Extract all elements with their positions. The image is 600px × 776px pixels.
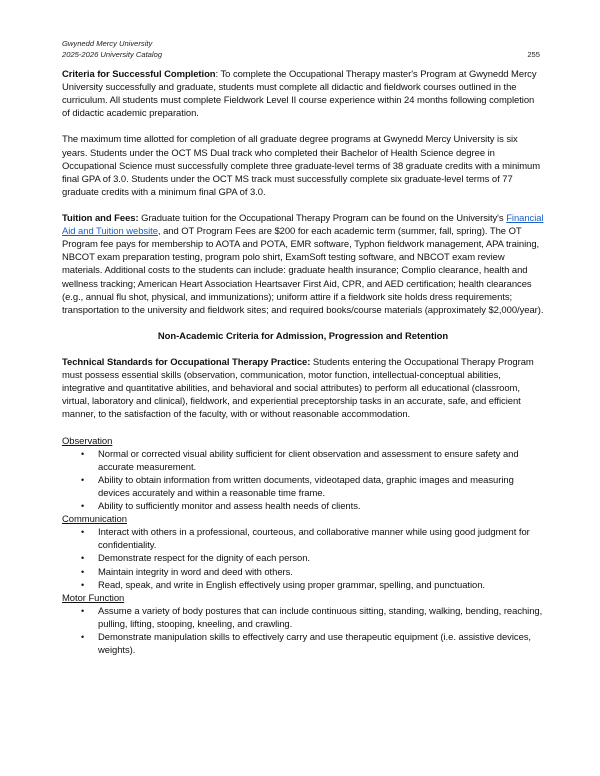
list-item: • Normal or corrected visual ability sufficient for client observation and assessment to ensure safety and accurate measurement. [62, 448, 544, 474]
tuition-label: Tuition and Fees: [62, 213, 139, 225]
communication-list [62, 526, 544, 591]
list-item: • Ability to sufficiently monitor and assess health needs of clients. [62, 500, 544, 513]
technical-label: Technical Standards for Occupational Therapy Practice: [62, 357, 311, 369]
observation-list [62, 448, 544, 513]
criteria-paragraph [62, 68, 544, 120]
list-item: • Assume a variety of body postures that can include continuous sitting, standing, walking, bending, reaching, pulling, lifting, stooping, kneeling, and crawling. [62, 605, 544, 631]
list-item: • Ability to obtain information from written documents, videotaped data, graphic images and measuring devices accurately and within a reasonable time frame. [62, 474, 544, 500]
technical-text: Students entering the Occupational Therapy Program must possess essential skills (observation, communication, motor function, intellectual-conceptual abilities, integrative and quantitative abilities, and behavioral and social attributes) to perform all educational (classroom, virtual, laboratory and clinical), fieldwork, and experiential preceptorship tasks in an accurate, safe, and efficient manner, to the satisfaction of the faculty, with or without reasonable accommodation. [62, 357, 534, 421]
financial-aid-link[interactable]: Financial Aid and Tuition website [62, 213, 544, 238]
technical-paragraph [62, 356, 544, 421]
list-item: • Demonstrate manipulation skills to effectively carry and use therapeutic equipment (i.e. assistive devices, weights). [62, 631, 544, 657]
observation-heading: Observation [62, 435, 113, 447]
page-number: 255 [527, 50, 540, 59]
criteria-label: Criteria for Successful Completion [62, 69, 216, 80]
page-header [62, 38, 540, 60]
motor-function-heading: Motor Function [62, 592, 125, 604]
tuition-paragraph [62, 212, 544, 317]
section-heading: Non-Academic Criteria for Admission, Progression and Retention [157, 330, 449, 342]
criteria-text: : To complete the Occupational Therapy master's Program at Gwynedd Mercy University successfully and graduate, students must complete all didactic and fieldwork courses outlined in the curriculum. All students must complete Fieldwork Level II course experience within 24 months following completion of didactic academic preparation. [62, 69, 537, 120]
list-item: • Maintain integrity in word and deed with others. [62, 566, 544, 579]
motor-function-list [62, 605, 544, 657]
tuition-text-before: Graduate tuition for the Occupational Therapy Program can be found on the University's [138, 213, 507, 225]
institution-name: Gwynedd Mercy University [62, 39, 153, 48]
tuition-text-after: , and OT Program Fees are $200 for each academic term (summer, fall, spring). The OT Program fee pays for membership to AOTA and POTA, EMR software, Typhon fieldwork management, APA training, NBCOT exam preparation testing, program polo shirt, ExamSoft testing software, and NBCOT exam review materials. Additional costs to the students can include: graduate health insurance; Complio clearance, health and wellness tracking; American Heart Association Heartsaver First Aid, CPR, and AED certification; health clearances (e.g., annual flu shot, physical, and immunizations); uniform attire if a fieldwork site holds dress requirements; transportation to the university and fieldwork sites; and required books/course materials (approximately $2,000/year). [62, 226, 544, 316]
list-item: • Demonstrate respect for the dignity of each person. [62, 552, 544, 565]
document-body [62, 68, 544, 657]
list-item: • Interact with others in a professional, courteous, and collaborative manner while using good judgment for confidentiality. [62, 526, 544, 552]
max-time-paragraph: The maximum time allotted for completion of all graduate degree programs at Gwynedd Mercy University is six years. Students under the OCT MS Dual track who completed their Bachelor of Health Science degree in Occupational Science must successfully complete three graduate-level terms of 38 graduate credits with a minimum final GPA of 3.0. Students under the OCT MS track must successfully complete six graduate-level terms of 77 graduate credits with a minimum final GPA of 3.0. [62, 134, 541, 198]
communication-heading: Communication [62, 514, 127, 526]
list-item: • Read, speak, and write in English effectively using proper grammar, spelling, and punctuation. [62, 579, 544, 592]
catalog-title: 2025-2026 University Catalog [62, 50, 163, 59]
